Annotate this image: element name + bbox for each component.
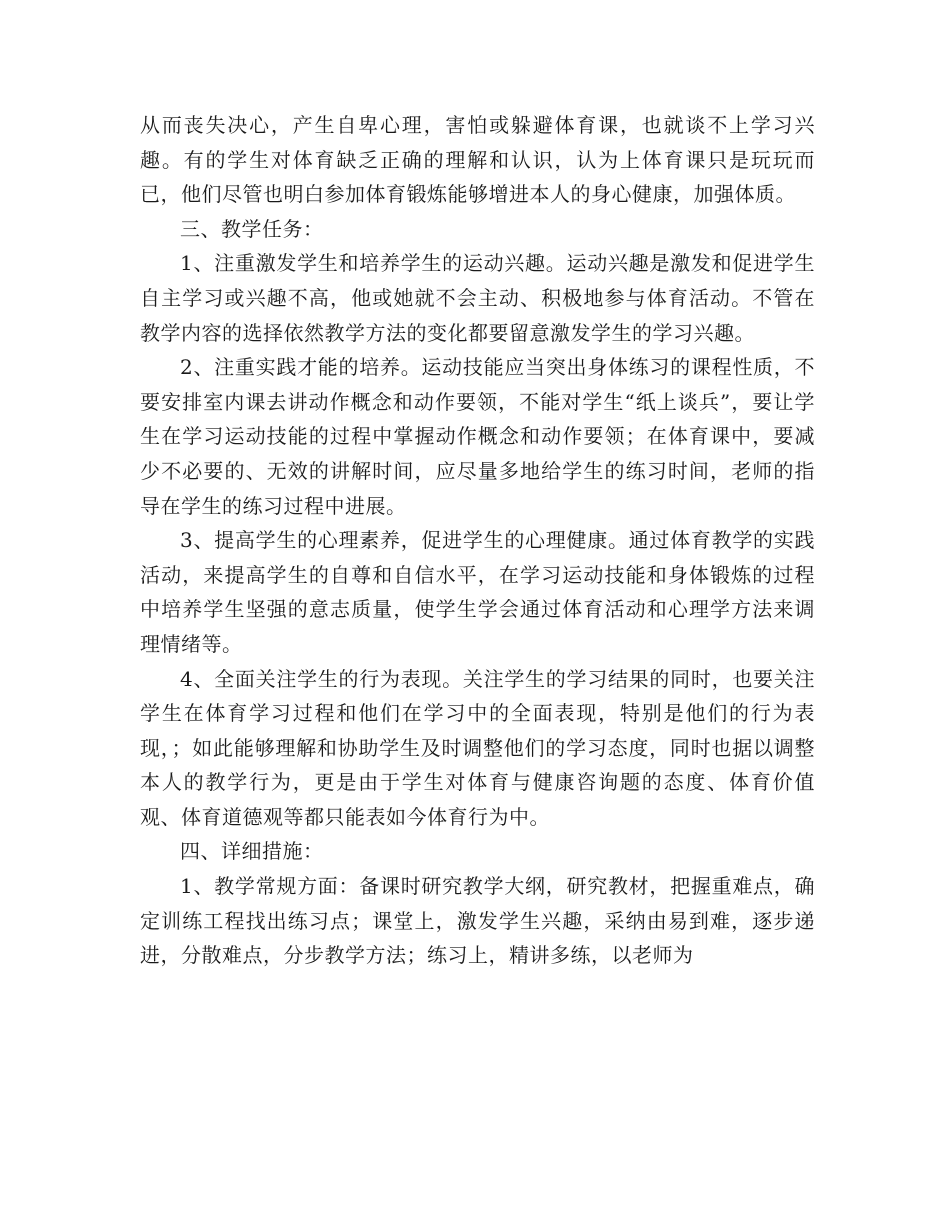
paragraph-task-2: 2、注重实践才能的培养。运动技能应当突出身体练习的课程性质，不要安排室内课去讲动作概念和动作要领，不能对学生“纸上谈兵”，要让学生在学习运动技能的过程中掌握动作概念和动作要领；在体育课中，要减少不必要的、无效的讲解时间，应尽量多地给学生的练习时间，老师的指导在学生的练习过程中进展。 — [140, 355, 815, 518]
document-body — [140, 108, 815, 973]
heading-teaching-tasks: 三、教学任务： — [180, 216, 324, 241]
paragraph-intro-continuation: 从而丧失决心，产生自卑心理，害怕或躲避体育课，也就谈不上学习兴趣。有的学生对体育缺乏正确的理解和认识，认为上体育课只是玩玩而已，他们尽管也明白参加体育锻炼能够增进本人的身心健康，加强体质。 — [140, 113, 815, 207]
heading-specific-measures: 四、详细措施： — [180, 839, 324, 864]
paragraph-task-3: 3、提高学生的心理素养，促进学生的心理健康。通过体育教学的实践活动，来提高学生的自尊和自信水平，在学习运动技能和身体锻炼的过程中培养学生坚强的意志质量，使学生学会通过体育活动和心理学方法来调理情绪等。 — [140, 528, 815, 656]
paragraph-task-1: 1、注重激发学生和培养学生的运动兴趣。运动兴趣是激发和促进学生自主学习或兴趣不高，他或她就不会主动、积极地参与体育活动。不管在教学内容的选择依然教学方法的变化都要留意激发学生的学习兴趣。 — [140, 251, 815, 345]
paragraph-task-4: 4、全面关注学生的行为表现。关注学生的学习结果的同时，也要关注学生在体育学习过程和他们在学习中的全面表现，特别是他们的行为表现，；如此能够理解和协助学生及时调整他们的学习态度，同时也据以调整本人的教学行为，更是由于学生对体育与健康咨询题的态度、体育价值观、体育道德观等都只能表如今体育行为中。 — [140, 666, 815, 829]
paragraph-measure-1: 1、教学常规方面：备课时研究教学大纲，研究教材，把握重难点，确定训练工程找出练习点；课堂上，激发学生兴趣，采纳由易到难，逐步递进，分散难点，分步教学方法；练习上，精讲多练，以老师为 — [140, 874, 815, 968]
